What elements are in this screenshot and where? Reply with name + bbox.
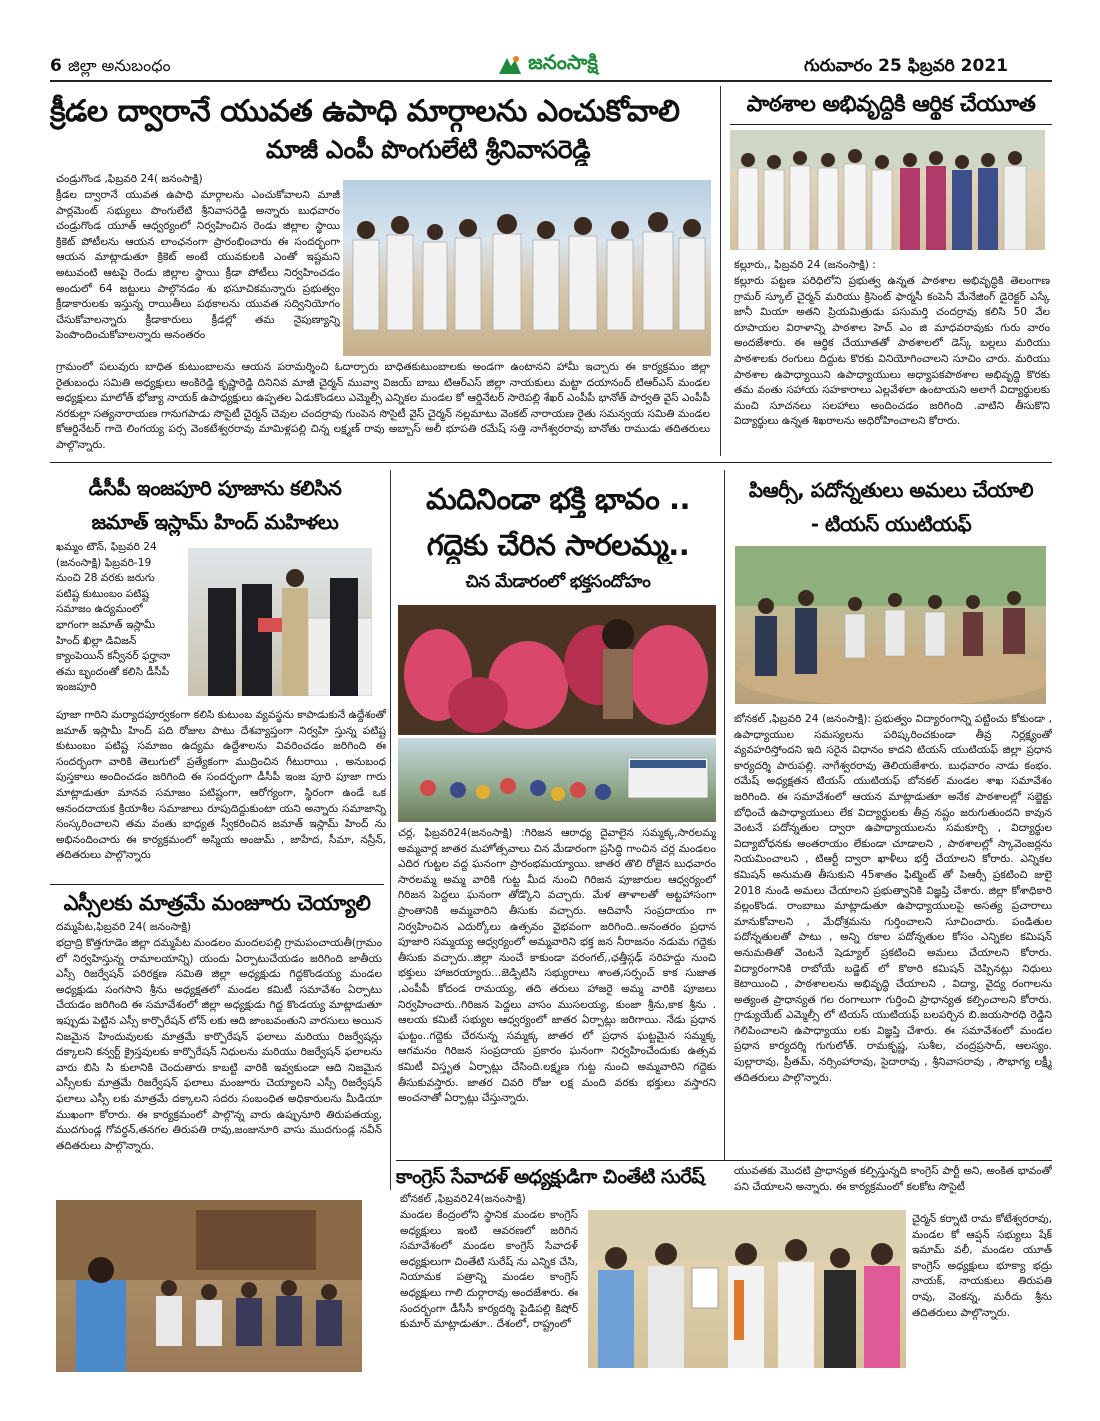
story2-dateline: కల్లూరు,, ఫిబ్రవరి 24 (జనంసాక్షి) : bbox=[734, 259, 876, 271]
section-name: జిల్లా అనుబంధం bbox=[68, 56, 171, 75]
story7-dateline: బోనకల్ ,ఫిబ్రవరి24(జనంసాక్షి) bbox=[400, 1193, 526, 1205]
story4-headline-line2: గద్దెకు చేరిన సారలమ్మ.. bbox=[426, 528, 690, 562]
story3-body-wide: పూజా గారిని మర్యాదపూర్వకంగా కలిసి కుటుంబ వ్యవస్థను కాపాడుకునే ఉద్దేశంతో జమాత్ ఇస్లామీ హింద్ పది రోజుల పాటు దేశవ్యాప్తంగా నిర్వహి స్తున్న పటిష్ట కుటుంబం పటిష్ట సమాజం ఉద్యమ ఉద్దేశాలను వివరించడం జరిగింది ఈ సందర్భంగా వారికి తెలుగులో ప్రత్యేకంగా ముద్రించిన గీటురాయి , అనుబంధ పుస్తకాలు అందించడం జరిగింది ఈ సందర్భంగా డీసీపీ ఇంజ పూరి పూజా గారు మాట్లాడుతూ మానవ సమాజం పటిష్టంగా, ఆరోగ్యంగా, స్థిరంగా ఉండే ఒక ఆనందదాయక క్రియాశీల సమాజాలు రూపుదిద్దుకుంటా యని అన్నారు సమాజాన్ని సంస్కరించాలని తమ వంతు బాధ్యత స్వీకరించిన జమాత్ ఇస్లామ్ హింద్ ను అభినందించారు ఈ కార్యక్రమంలో అస్మియ అంజుమ్ , జాహేద, సీమా, నస్రీన్, తదితరులు పాల్గొన్నారు bbox=[56, 709, 386, 862]
story2-rule bbox=[730, 124, 1052, 125]
story5-body: బోనకల్ ,ఫిబ్రవరి 24 (జనంసాక్షి): ప్రభుత్వం విద్యారంగాన్ని పట్టించు కోకుండా , ఉపాధ్యాయుల సమస్యలను పరిష్కరించకుండా తీవ్ర నిర్లక్ష్యంతో వ్యవహరిస్తోందని ఇది సరైన విధానం కాదని టియస్ యుటియఫ్ జిల్లా ప్రధాన కార్యదర్శి పారుపల్లి. నాగేశ్వరరావు తెలియజేశారు. బుధవారం నాడు కంభం. రమేష్ అధ్యక్షతన టియస్ యుటియఫ్ బోనకల్ మండల శాఖ సమావేశం జరిగింది. ఈ సమావేశంలో ఆయన మాట్లాడుతూ అనేక పాఠశాలల్లో సబ్జెక్టు బోధించే ఉపాధ్యాయులు లేక విద్యార్థులకు తీవ్ర నష్టం జరుగుతుందని కావున వెంటనే పదోన్నతుల ద్వారా ఉపాధ్యాయులను సమకూర్చి , విద్యార్థుల విద్యాబోధనకు అంతరాయం లేకుండా చూడాలని , పాఠశాలల్లో స్కావెంజర్లను నియమించాలని , టిఆర్టీ ద్వారా ఖాళీలు భర్తీ చేయాలని కోరారు. ఎన్నికల కమిషన్ అనుమతి తీసుకుని 45శాతం ఫిట్మెంట్ తో పిఆర్సీ ప్రకటించి జులై 2018 నుండి అమలు చేయాలని ప్రభుత్వానికి విజ్ఞప్తి చేశారు. జిల్లా కోశాధికారి వల్లంకొండ. రాంబాబు మాట్లాడుతూ ఉపాధ్యాయులపై అసత్య ప్రచారాలు మానుకోవాలని , మేధోశ్రమను గుర్తించాలని సూచించారు. పండితుల పదోన్నతులతో పాటు , అన్ని రకాల పదోన్నతుల కోసం ఎన్నికల కమిషన్ అనుమతితో వెంటనే షెడ్యూల్ ప్రకటించి అమలు చేయాలని కోరారు. విద్యారంగానికి రాబోయే బడ్జెట్ లో కొఠారి కమిషన్ చెప్పినట్లు నిధులు కెటాయించి , పాఠశాలలను అభివృద్ధి చేయాలని , విద్యా, వైద్య రంగాలను అత్యంత ప్రాధాన్యత గల రంగాలుగా గుర్తించి ప్రాధాన్యత కల్పించాలని కోరారు. గ్రాడ్యుయేట్ ఎమ్మెల్సీ లో టియస్ యుటియఫ్ బలపర్చిన బి.జయసారధి రెడ్డిని గెలిపించాలని ఉపాధ్యాయు లకు విజ్ఞప్తి చేశారు. ఈ సమావేశంలో మండల ప్రధాన కార్యదర్శి గుగులోత్. రామకృష్ణ, సుశీల, చంద్రప్రసాద్, ఆలస్యం. పుల్లారావు, ప్రీతమ్, నర్సింహారావు, సైదారావు , శ్రీనివాసరావు , సౌభాగ్య లక్ష్మీ తదితరులు పాల్గొన్నారు. bbox=[734, 713, 1052, 1084]
story7-rule bbox=[396, 1160, 1052, 1161]
story4-body: చర్ల, ఫిబ్రవరి24(జనంసాక్షి) :గిరిజన ఆరాధ్య దైవాలైన సమ్మక్క,సారలమ్మ అమ్మవార్ల జాతర మహోత్సవాలు చిన మేడారంగా ప్రసిద్ధి గాంచిన చర్ల మండలం ఎదిర గుట్టల వద్ద ఘనంగా ప్రారంభమయ్యాయి. జాతర తొలి రోజైన బుధవారం సారలమ్మ అమ్మ వారికి గుట్ట మీద నుంచి గిరిజన పూజారుల ఆధ్వర్యంలో గిరిజన పెద్దలు ఘనంగా తోడ్కొని వచ్చారు. మేళ తాళాలతో అట్టహాసంగా ప్రాంతానికి అమ్మవారిని తీసుకు వచ్చారు. ఆదివాసీ సంప్రదాయం గా నిర్వహించిన ఎదుర్కోలు ఉత్సవం వైభవంగా జరిగింది..అనంతరం ప్రధాన పూజారి సమ్మయ్య ఆధ్వర్యంలో అమ్మవారిని భక్త జన నీరాజనం నడుమ గద్దెకు తీసుకు వచ్చారు..జిల్లా నుంచే కాకుండా వరంగల్,,ఛత్తీస్గఢ్ సరిహద్దు నుంచి భక్తులు హాజరయ్యారు...జెడ్పిటిసి సభ్యురాలు శాంత,సర్పంచ్ కాక సుజాత ,ఎంపీపీ కోదండ రామయ్య, తది తరులు హాజరై అమ్మ వారికి పూజలు నిర్వహించారు..గిరిజన పెద్దలు వాసం ముసలయ్య, కుంజా శ్రీను,కాక శ్రీను . ఆలయ కమిటీ సభ్యుల ఆధ్వర్యంలో జాతర ఏర్పాట్లు జరిగాయి. నేడు ప్రధాన ఘట్టం..గద్దెకు చేరనున్న సమ్మక్క జాతర లో ప్రధాన ఘట్టమైన సమ్మక్క ఆగమనం గిరిజన సంప్రదాయ ప్రకారం ఘనంగా నిర్వహించేందుకు ఉత్సవ కమిటీ విస్తృత ఏర్పాట్లు చేసింది.లక్ష్మణ గుట్ట నుంచి అమ్మవారిని గద్దెకు తీసుకువస్తారు. జాతర చివరి రోజు లక్ష మంది వరకు భక్తులు వస్తారని అంచనాతో ఏర్పాట్లు చేస్తున్నారు. bbox=[398, 827, 716, 1105]
story7-photo bbox=[588, 1210, 906, 1368]
page-number: 6 bbox=[50, 56, 62, 76]
issue-date: గురువారం 25 ఫిబ్రవరి 2021 bbox=[803, 56, 1008, 76]
story1-photo bbox=[343, 180, 711, 356]
paper-logo bbox=[497, 50, 598, 78]
story3-photo bbox=[188, 548, 372, 696]
story6-headline: ఎస్సీలకు మాత్రమే మంజూరు చెయ్యాలి bbox=[63, 891, 371, 915]
story6-dateline: దమ్మపేట,ఫిబ్రవరి 24( జనంసాక్షి) bbox=[56, 921, 192, 933]
masthead-rule bbox=[50, 80, 1052, 82]
column-divider-mid-left bbox=[390, 470, 391, 1190]
story3-headline-line2: జమాత్ ఇస్లామ్ హింద్ మహిళలు bbox=[91, 510, 339, 534]
story4-photo-top bbox=[398, 605, 716, 735]
story1-subhead: మాజీ ఎంపీ పొంగులేటి శ్రీనివాసరెడ్డి bbox=[265, 135, 591, 164]
story7-body-right: చైర్మన్ కర్నాటి రామ కోటేశ్వరరావు, మండల కో ఆప్షన్ సభ్యులు షేక్ ఇమామ్ వలీ, మండల యూత్ కాంగ్రెస్ అధ్యక్షులు భూక్యా భద్రు నాయక్, నాయకులు తిరుపతి రావు, వెంకన్న, మరీదు శ్రీను తదితరులు పాల్గొన్నారు. bbox=[912, 1213, 1052, 1319]
story3-body-narrow: ఖమ్మం టౌన్, ఫిబ్రవరి 24 (జనంసాక్షి) ఫిబ్రవరి-19 నుంచి 28 వరకు జరుగు పటిష్ట కుటుంబం పటిష్ట సమాజం ఉద్యమంలో భాగంగా జమాత్ ఇస్లామీ హింద్ ఖిల్లా డివిజన్ క్యాంపెయిన్ కన్వీనర్ ఫర్హానా తమ బృందంతో కలిసి డీసీపీ ఇంజపూరి bbox=[56, 541, 171, 694]
story7-body-left: మండల కేంద్రంలోని స్థానిక మండల కాంగ్రెస్ అధ్యక్షులు ఇంటి ఆవరణలో జరిగిన సమావేశంలో మండల కాంగ్రెస్ సేవాదళ్ అధ్యక్షులుగా చింతేటి సురేష్ ను ఎన్నిక చేసి, నియామక పత్రాన్ని మండల కాంగ్రెస్ అధ్యక్షులు గాలి దుర్గారావు అందజేశారు. ఈ సందర్భంగా డీసీసీ కార్యదర్శి పైడిపల్లి కిషోర్ కుమార్ మాట్లాడుతూ.. దేశంలో, రాష్ట్రంలో bbox=[400, 1209, 578, 1331]
story6-body: భద్రాద్రి కొత్తగూడెం జిల్లా దమ్మపేట మండలం మందలపల్లి గ్రామపంచాయతీ(గ్రామం లో నిర్వహిస్తున్న రామాలయాన్ని) యందు ఏర్పాటుచేయడం జరిగింది జాతీయ ఎస్సీ రిజర్వేషన్ పరిరక్షణ సమితి జిల్లా అధ్యక్షుడు గిద్దకొండయ్య మండల అధ్యక్షుడు సంగసాని శ్రీను అధ్యక్షతలో మండల కమిటీ సమావేశం ఏర్పాటు చేయడం జరిగింది ఈ సమావేశంలో జిల్లా అధ్యక్షుడు గిద్ద కొండయ్య మాట్లాడుతూ ఇప్పుడు పెట్టిన ఎస్సీ కార్పొరేషన్ లోన్ లకు ఆది జాంబవంతుని వారసులు అయిన నిజమైన హిందువులకు మాత్రమే కార్పొరేషన్ ఫలాలు మరియు రిజర్వేషన్లు దక్కాలని కన్వర్ట్ క్రైస్తవులకు కార్పొరేషన్ నిధులను మరియు రిజర్వేషన్ ఫలాలను వారు బిసి సి కులానికి చెందుతారు కాబట్టి వారికి ఇవ్వకుండా ఆది నిజమైన ఎస్సీలకు మాత్రమే రిజర్వేషన్ ఫలాలు మంజూరు చెయ్యాలని ఎస్సీ రిజర్వేషన్ ఫలాలు ఎస్సీ లకు మాత్రమే దక్కాలని సదరు సంబంధిత అధికారులను మీడియా ముఖంగా కోరారు. ఈ కార్యక్రమంలో పాల్గొన్న వారు ఉప్పునూరి తిరుపతయ్య, ముదగుండ్ల గోవర్ధన్,తనగల తిరుపతి రావు,జంజునూరి వాసు ముదగుండ్ల నవీన్ తదితరులు పాల్గొన్నారు. bbox=[56, 937, 382, 1152]
story5-photo bbox=[735, 546, 1046, 704]
story5-headline-line2: - టియస్ యుటియఫ్ bbox=[810, 512, 972, 536]
story2-body: కల్లూరు పట్టణ పరిధిలోని ప్రభుత్వ ఉన్నత పాఠశాల అభివృద్ధికి తెలంగాణ గ్రామర్ స్కూల్ చైర్మన్ మరియు క్రిసెంట్ ఫార్మసీ కంపెనీ మేనేజింగ్ డైరెక్టర్ ఎస్కే జానీ మియా అతని ప్రియమిత్రుడు పసుమర్తి చందర్రావు కలిసి 50 వేల రూపాయల విరాళాన్ని పాఠశాల హెచ్ ఎం జి మాధవరావుకు గురు వారం అందజేశారు. ఈ ఆర్థిక చేయూతతో పాఠశాలలో డెస్క్ బల్లలు మరియు పాఠశాలకు రంగులు దిద్దుట కొరకు వినియోగించాలని సూచిం చారు. మరియు పాఠశాల ఉపాధ్యాయిని ఉపాధ్యాయులు అధ్యాపకపాఠశాల అభివృద్ధి కొరకు తమ వంతు సహాయ సహకారాలు ఎల్లవేళలా ఉంటాయని అలాగే విద్యార్థులకు మంచి సూచనలు సలహాలు అందించడం జరిగింది .వాటిని తీసుకొని విద్యార్థులు ఉన్నత శిఖరాలను అధిరోహించాలని కోరారు. bbox=[734, 275, 1050, 428]
story2-headline: పాఠశాల అభివృద్ధికి ఆర్థిక చేయూత bbox=[746, 92, 1036, 117]
story1-body-top: క్రీడల ద్వారానే యువత ఉపాధి మార్గాలను ఎంచుకోవాలని మాజీ పార్లమెంట్ సభ్యులు పొంగులేటి శ్రీనివాసరెడ్డి అన్నారు బుధవారం చండ్రుగొండ యూత్ ఆధ్వర్యంలో నిర్వహించిన రెండు జిల్లాల స్థాయి క్రికెట్ పోటీలను ఆయన లాంఛనంగా ప్రారంభించారు ఈ సందర్భంగా ఆయన మాట్లాడుతూ క్రికెట్ అంటే యువకులకి ఎంతో ఇష్టమని అటువంటి ఆటపై రెండు జిల్లాల స్థాయి క్రీడా పోటీలు నిర్వహించడం అందులో 64 జట్టులు పాల్గొనడం శు భసూచికమన్నారు ప్రభుత్వం క్రీడాకారులకు ఇస్తున్న రాయితీలు పథకాలను యువత సద్వినియోగం చేసుకోవాలన్నారు క్రీడాకారులు క్రీడల్లో తమ నైపుణ్యాన్ని పెంపొందించుకోవాలన్నారు అనంతరం bbox=[56, 189, 340, 342]
column-divider-mid-right bbox=[724, 470, 725, 1160]
story1-body-bottom: గ్రామంలో పలువురు బాధిత కుటుంబాలను ఆయన పరామర్శించి ఓదార్చారు బాధితకుటుంబాలకు అండగా ఉంటానని హామీ ఇచ్చారు ఈ కార్యక్రమం జిల్లా రైతుబంధు సమితి అధ్యక్షులు అంకిరెడ్డి కృష్ణారెడ్డి దినినివ మాజీ చైర్మన్ మువ్వా విజయ్ బాబు టిఆర్ఎస్ జిల్లా నాయకులు మట్టా దయానంద్ టిఆర్ఎస్ మండల అధ్యక్షులు మాలోత్ భోజ్యా నాయక్ ఉపాధ్యక్షులు ఉప్పతల ఏడుకొండలు ఎమ్మెల్సీ ఎన్నికల మండల కో ఆర్డినేటర్ సారెపల్లి శేఖర్ ఎంపీపీ భానోత్ పార్వతి వైస్ ఎంపీపీ నరకుల్లా సత్యనారాయణ గానుగపాడు సొసైటీ చైర్మన్ చెవుల చందర్రావు గుంపెన సొసైటీ వైస్ చైర్మన్ నల్లమాటు వెంకట్ నారాయణ రైతు సమన్వయ సమితి మండల కోఆర్డినేటర్ గాదె లింగయ్య పర్స వెంకటేశ్వరరావు మామిళ్లపల్లి చిన్న లక్ష్మణ్ రావు అబ్బాస్ అలీ భూపతి రమేష్ సత్తి నాగేశ్వరరావు బానోతు రాముడు తదితరులు పాల్గొన్నారు. bbox=[56, 361, 710, 451]
story4-headline-line1: మదినిండా భక్తి భావం .. bbox=[425, 482, 691, 516]
story6-rule bbox=[50, 884, 384, 885]
story5-headline-line1: పిఆర్సీ, పదోన్నతులు అమలు చేయాలి bbox=[748, 478, 1034, 502]
story1-headline: క్రీడల ద్వారానే యువత ఉపాధి మార్గాలను ఎంచుకోవాలి bbox=[50, 94, 680, 129]
paper-name: జనంసాక్షి bbox=[528, 50, 598, 74]
story7-body-right-top: యువతకు మొదటి ప్రాధాన్యత కల్పిస్తున్నది కాంగ్రెస్ పార్టీ అని, అంకిత భావంతో పని చేయాలని అన్నారు. ఈ కార్యక్రమంలో కలకోట సొసైటీ bbox=[734, 1165, 1052, 1193]
story4-subhead: చిన మేడారంలో భక్తసందోహం bbox=[465, 572, 651, 592]
logo-flag-icon bbox=[497, 54, 523, 76]
story2-photo bbox=[730, 130, 1045, 250]
story4-photo-bottom bbox=[398, 738, 716, 822]
story3-headline-line1: డీసీపీ ఇంజపూరి పూజాను కలిసిన bbox=[88, 476, 342, 500]
story1-dateline: చండ్రుగొండ ,ఫిబ్రవరి 24( జనంసాక్షి) bbox=[56, 173, 203, 185]
section-rule-1 bbox=[50, 462, 1052, 463]
story6-photo bbox=[56, 1200, 362, 1372]
story7-headline: కాంగ్రెస్ సేవాదళ్ అధ్యక్షుడిగా చింతేటి సురేష్ bbox=[396, 1166, 705, 1188]
column-divider-top bbox=[720, 86, 721, 456]
